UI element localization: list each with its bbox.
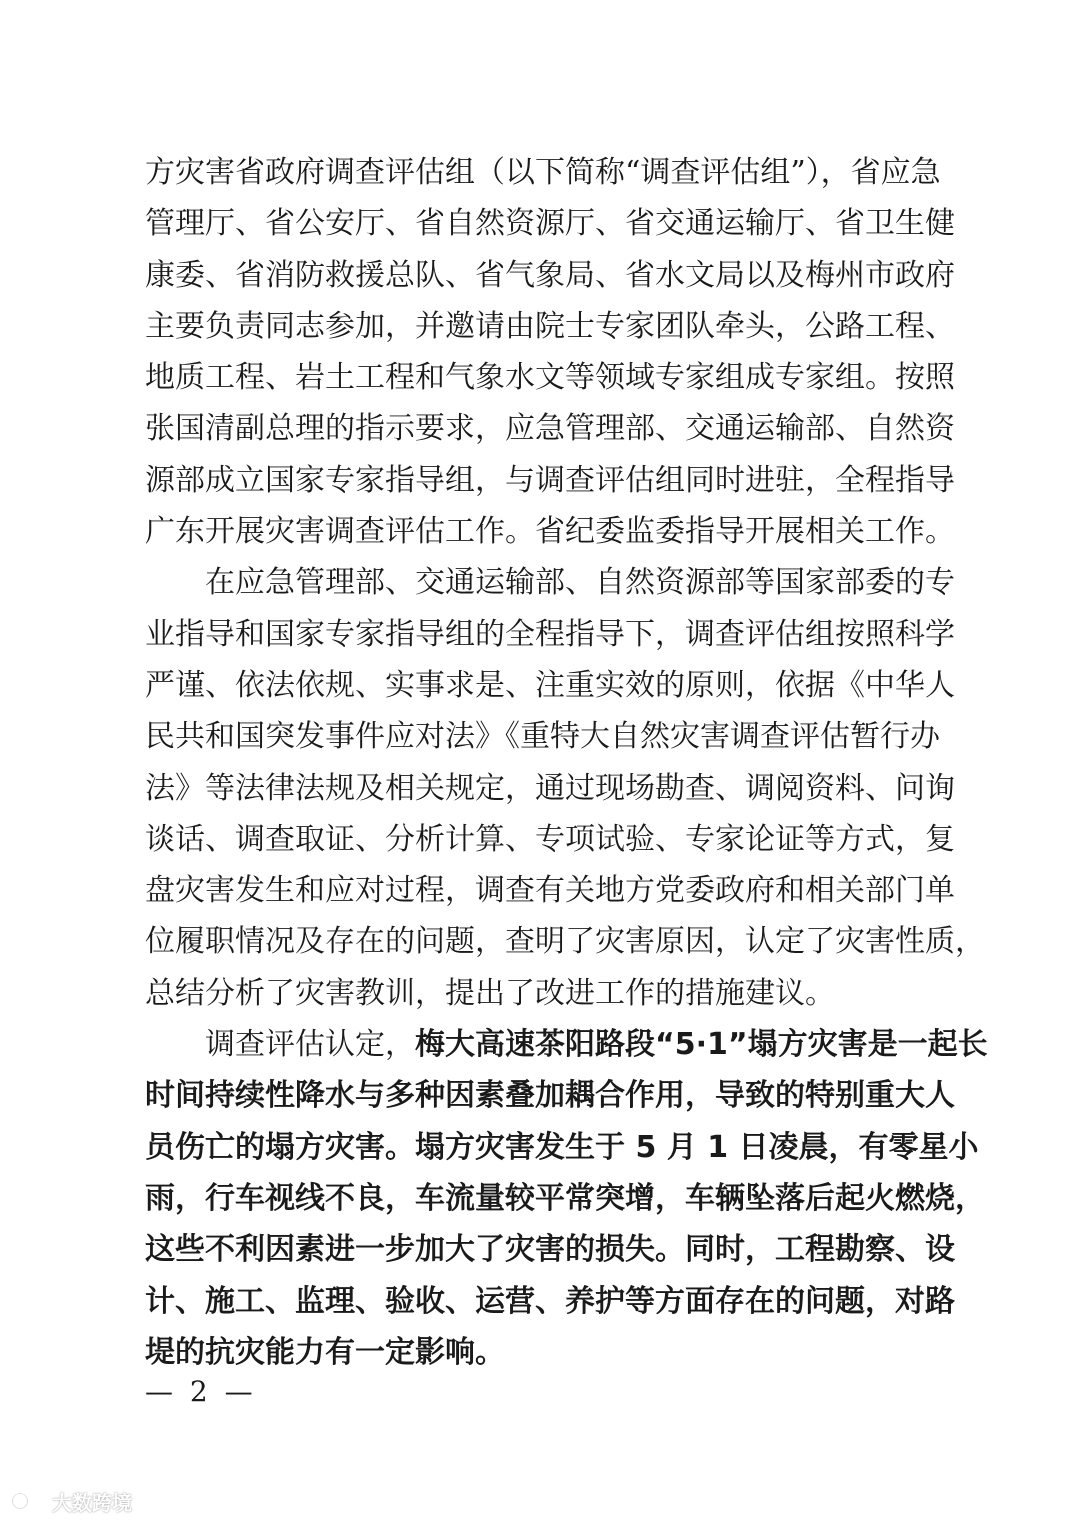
text-line: 法》等法律法规及相关规定，通过现场勘查、调阅资料、问询 [145,770,955,806]
watermark-logo-icon [12,1490,46,1512]
text-line: 方灾害省政府调查评估组（以下简称“调查评估组”），省应急 [145,155,941,190]
text-line: 源部成立国家专家指导组，与调查评估组同时进驻，全程指导 [145,462,955,498]
paragraph-3 [145,1019,988,1378]
text-line: 总结分析了灾害教训，提出了改进工作的措施建议。 [145,975,835,1011]
bold-text: 梅大高速茶阳路段“5·1”塌方灾害是一起长 [415,1027,988,1063]
text-line: 雨，行车视线不良，车流量较平常突增，车辆坠落后起火燃烧， [145,1180,985,1216]
paragraph-1 [145,147,955,557]
text-line: 这些不利因素进一步加大了灾害的损失。同时，工程勘察、设 [145,1232,955,1268]
text-line: 主要负责同志参加，并邀请由院士专家团队牵头，公路工程、 [145,308,955,344]
text-line [145,1019,988,1070]
text-line: 盘灾害发生和应对过程，调查有关地方党委政府和相关部门单 [145,873,955,909]
text-line: 堤的抗灾能力有一定影响。 [145,1334,505,1370]
text-line: 在应急管理部、交通运输部、自然资源部等国家部委的专 [205,565,955,601]
watermark [12,1487,132,1515]
watermark-text: 大数跨境 [52,1490,132,1515]
text-line: 地质工程、岩土工程和气象水文等领域专家组成专家组。按照 [145,360,955,396]
text-line: 管理厅、省公安厅、省自然资源厅、省交通运输厅、省卫生健 [145,206,955,242]
normal-text: 调查评估认定， [205,1027,415,1063]
text-line: 业指导和国家专家指导组的全程指导下，调查评估组按照科学 [145,616,955,652]
text-line: 时间持续性降水与多种因素叠加耦合作用，导致的特别重大人 [145,1078,955,1114]
text-line: 员伤亡的塌方灾害。塌方灾害发生于 5 月 1 日凌晨，有零星小 [145,1129,979,1165]
document-page [145,147,988,1378]
text-line: 计、施工、监理、验收、运营、养护等方面存在的问题，对路 [145,1283,955,1319]
text-line: 广东开展灾害调查评估工作。省纪委监委指导开展相关工作。 [145,514,955,550]
text-line: 张国清副总理的指示要求，应急管理部、交通运输部、自然资 [145,411,955,447]
text-line: 康委、省消防救援总队、省气象局、省水文局以及梅州市政府 [145,257,955,293]
page-number: — 2 — [145,1375,257,1408]
text-line: 谈话、调查取证、分析计算、专项试验、专家论证等方式，复 [145,821,955,857]
text-line: 位履职情况及存在的问题，查明了灾害原因，认定了灾害性质， [145,924,985,960]
text-line: 严谨、依法依规、实事求是、注重实效的原则，依据《中华人 [145,667,955,703]
paragraph-2 [145,557,985,1019]
text-line: 民共和国突发事件应对法》《重特大自然灾害调查评估暂行办 [145,719,940,755]
